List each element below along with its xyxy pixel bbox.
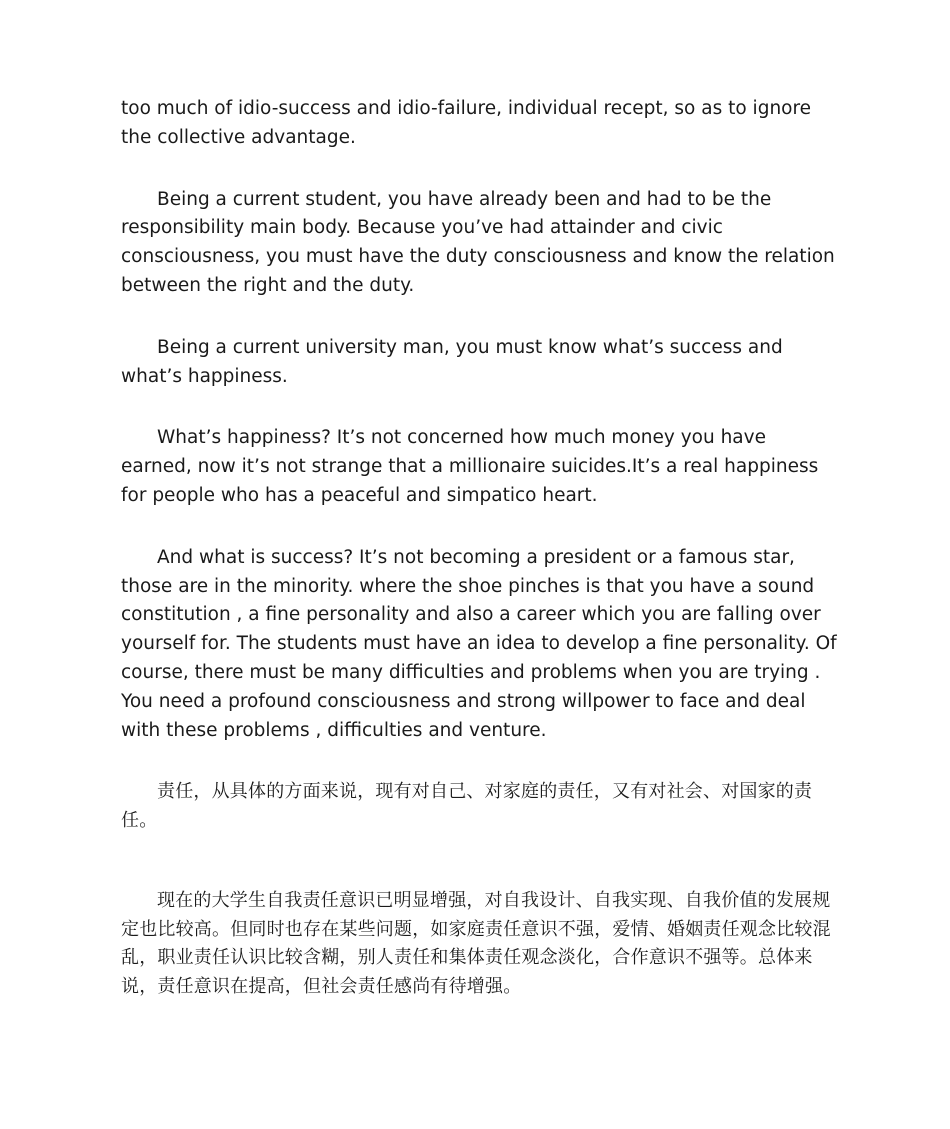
paragraph-what-is-happiness: What’s happiness? It’s not concerned how much money you have earned, now it’s not strange that a millionaire suicides.It’s a real happiness for people who has a peaceful and simpatico heart.	[121, 427, 819, 506]
paragraph-what-is-success: And what is success? It’s not becoming a president or a famous star, those are in the minority. where the shoe pinches is that you have a sound constitution , a fine personality and also a career which you are falling over yourself for. The students must have an idea to develop a fine personality. Of course, there must be many difficulties and problems when you are trying . You need a profound consciousness and strong willpower to face and deal with these problems , difficulties and venture.	[121, 546, 837, 741]
document-body	[121, 95, 837, 1034]
paragraph-responsibility-main-body: Being a current student, you have already been and had to be the responsibility main body. Because you’ve had attainder and civic consciousness, you must have the duty consciousness and know the relation between the right and the duty.	[121, 188, 835, 296]
paragraph-cn-responsibility: 责任，从具体的方面来说，现有对自己、对家庭的责任，又有对社会、对国家的责任。	[121, 781, 813, 831]
paragraph-cn-student-awareness: 现在的大学生自我责任意识已明显增强，对自我设计、自我实现、自我价值的发展规定也比较高。但同时也存在某些问题，如家庭责任意识不强，爱情、婚姻责任观念比较混乱，职业责任认识比较含糊，别人责任和集体责任观念淡化，合作意识不强等。总体来说，责任意识在提高，但社会责任感尚有待增强。	[121, 890, 831, 997]
paragraph-collective-advantage: too much of idio-success and idio-failure, individual recept, so as to ignore the collective advantage.	[121, 98, 812, 148]
paragraph-success-and-happiness: Being a current university man, you must know what’s success and what’s happiness.	[121, 336, 783, 387]
